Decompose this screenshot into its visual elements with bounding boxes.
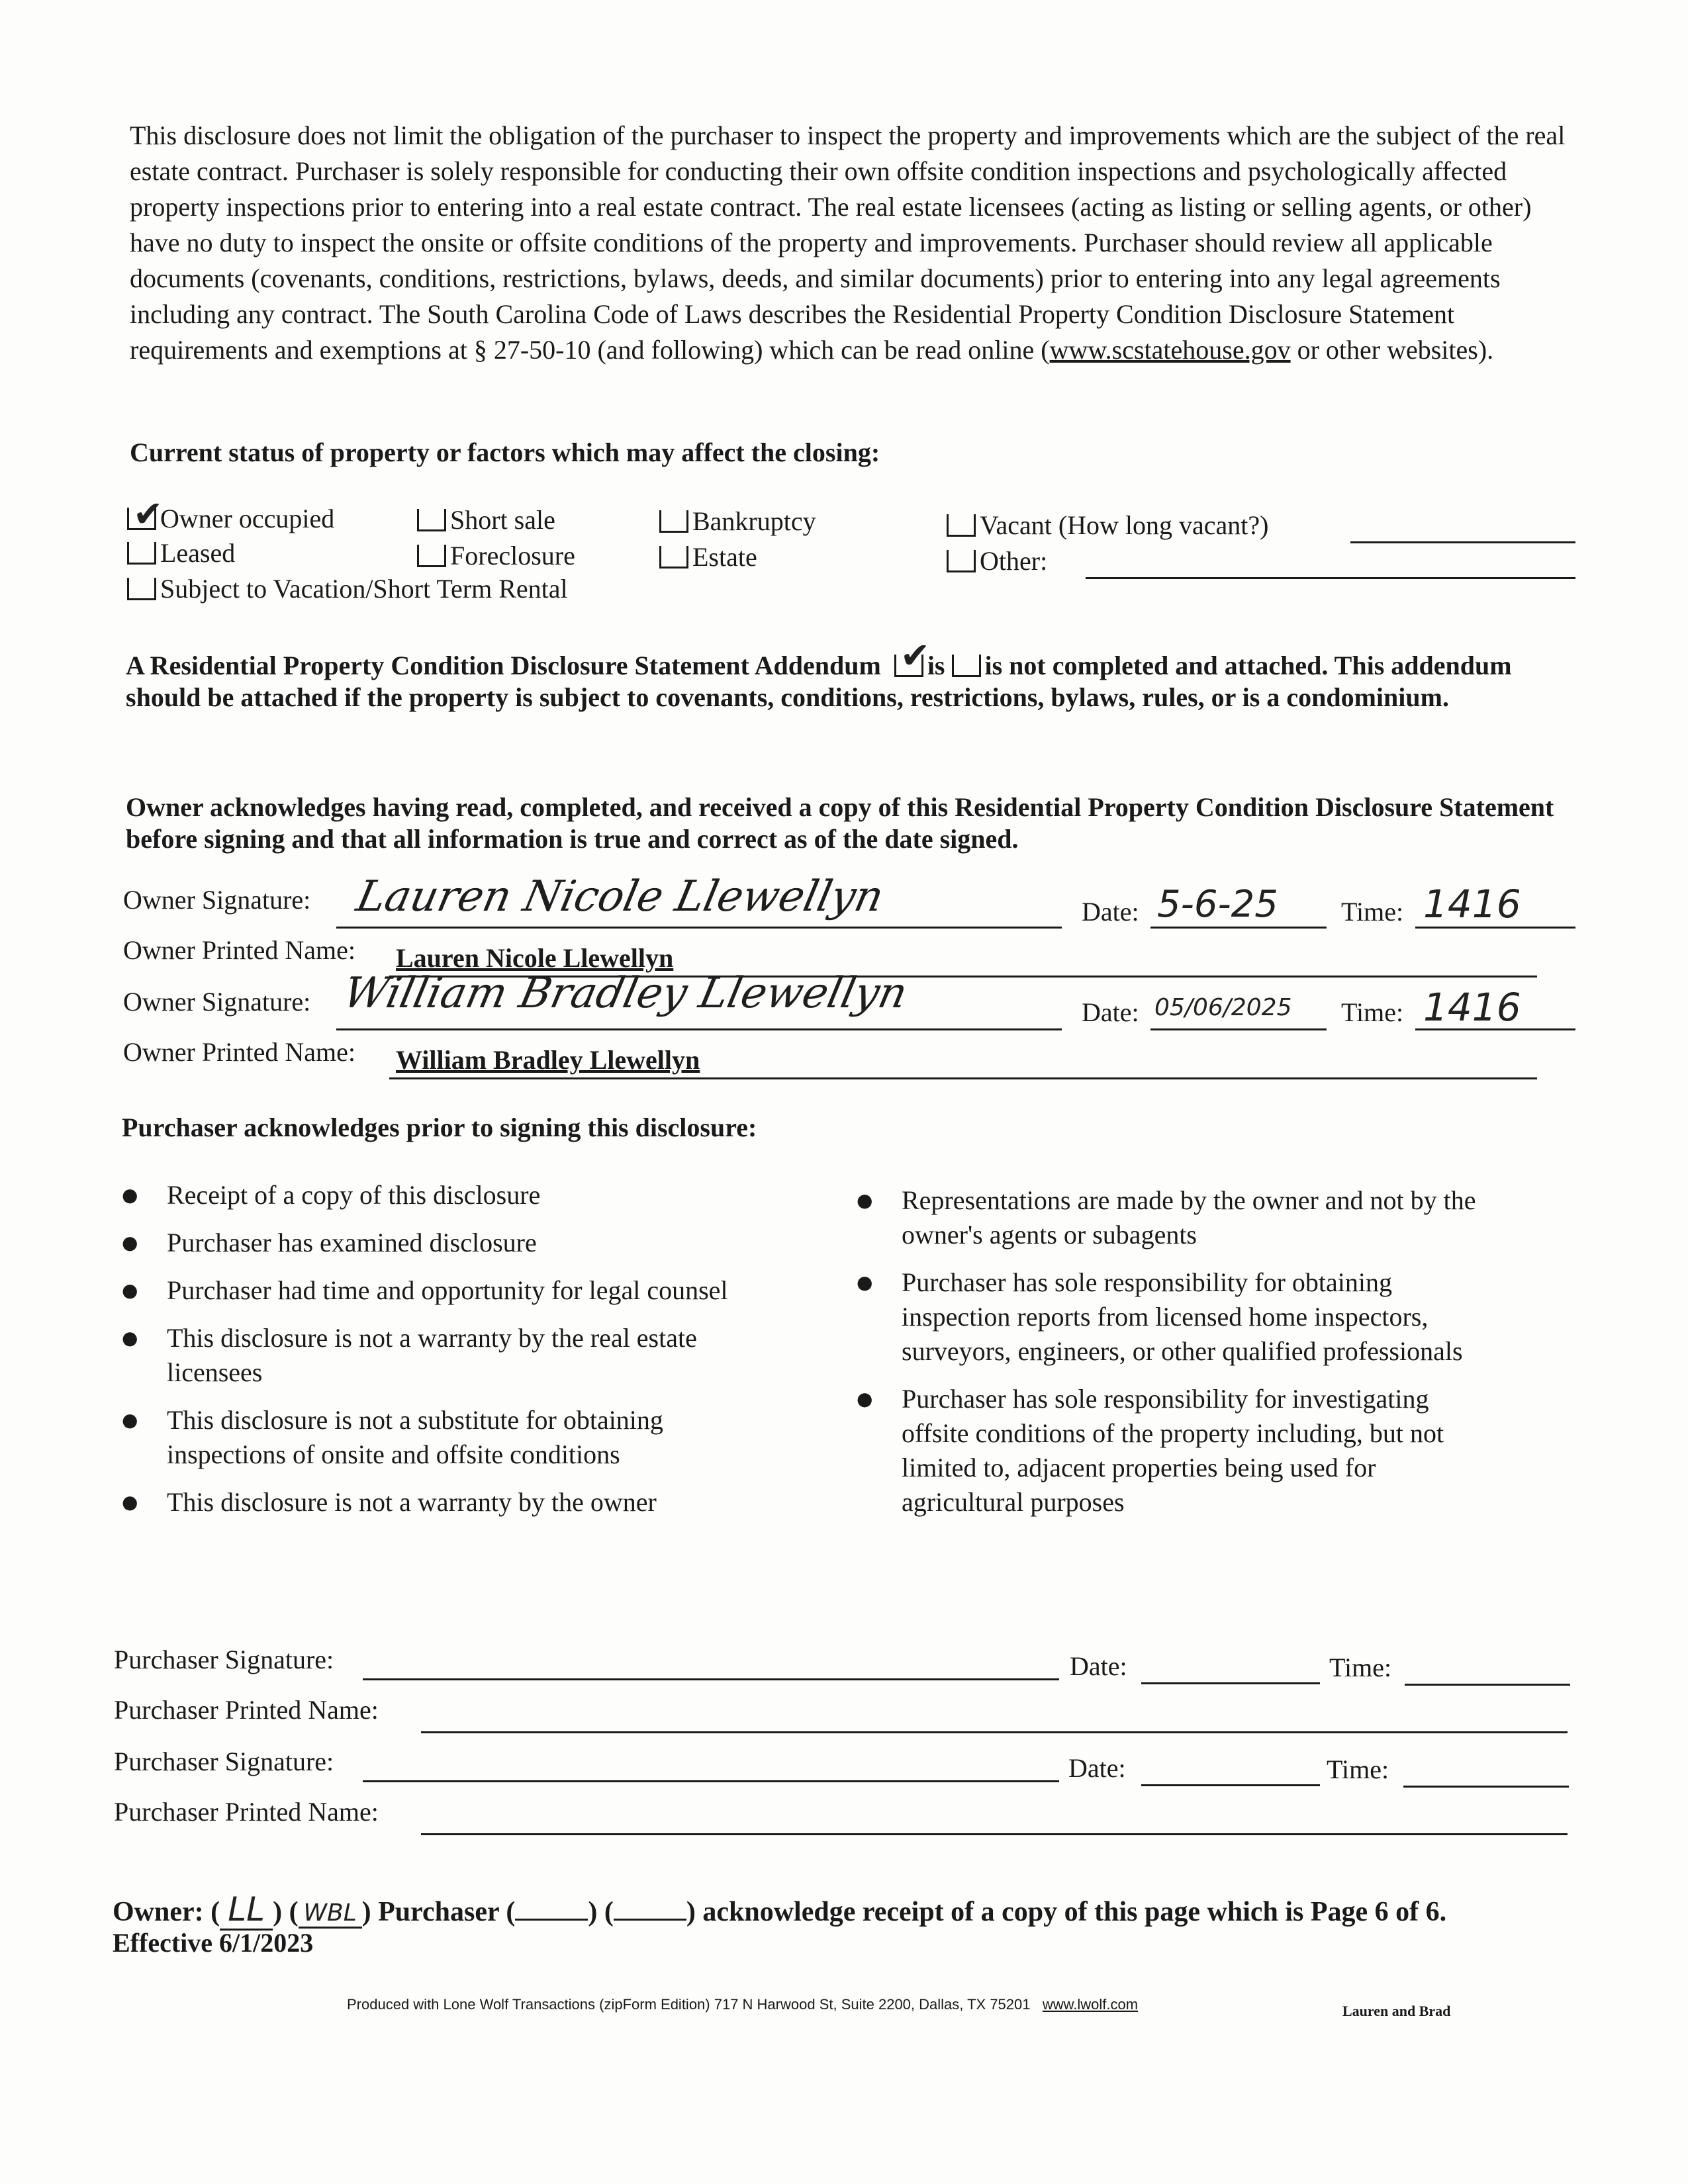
purchaser-signature-line[interactable] bbox=[363, 1678, 1059, 1680]
purchaser-signature-line[interactable] bbox=[363, 1780, 1059, 1782]
owner-initials-label: Owner: ( bbox=[113, 1897, 220, 1927]
owner-acknowledgement: Owner acknowledges having read, completed, and received a copy of this Residential Property Condition Disclosure Statement before signing and that all information is true and correct as of the date signed. bbox=[126, 792, 1554, 854]
list-item: ● Purchaser has sole responsibility for obtaining inspection reports from licensed home inspectors, surveyors, engineers, or other qualified professionals bbox=[857, 1265, 1492, 1369]
statehouse-link[interactable]: www.scstatehouse.gov bbox=[1049, 335, 1291, 365]
empty-box-icon bbox=[952, 655, 981, 677]
check-icon bbox=[894, 655, 923, 677]
owner-signature-line[interactable] bbox=[336, 927, 1062, 929]
owner-time-line[interactable] bbox=[1415, 927, 1575, 929]
checkbox-label: Owner occupied bbox=[160, 504, 335, 533]
purchaser-initials-2[interactable] bbox=[614, 1919, 686, 1921]
date-label: Date: bbox=[1068, 1753, 1126, 1783]
checkbox-label: Bankruptcy bbox=[692, 506, 816, 536]
purchaser-ack-list-left bbox=[122, 1178, 744, 1533]
owner-signature-line[interactable] bbox=[336, 1028, 1062, 1030]
checkbox-estate[interactable] bbox=[659, 541, 757, 572]
ack-text: ) acknowledge receipt of a copy of this page which is Page 6 of 6. bbox=[686, 1897, 1447, 1927]
purchaser-signature-label: Purchaser Signature: bbox=[114, 1645, 334, 1674]
purchaser-time-line[interactable] bbox=[1403, 1786, 1569, 1788]
owner-date-1: 5-6-25 bbox=[1157, 883, 1278, 926]
list-item: ● Representations are made by the owner and not by the owner's agents or subagents bbox=[857, 1183, 1492, 1252]
list-item: ● Purchaser has examined disclosure bbox=[122, 1226, 744, 1260]
date-label: Date: bbox=[1082, 997, 1139, 1027]
checkbox-owner-occupied[interactable] bbox=[127, 503, 334, 534]
checkbox-label: Estate bbox=[692, 542, 757, 572]
effective-date: Effective 6/1/2023 bbox=[113, 1928, 314, 1958]
date-label: Date: bbox=[1070, 1651, 1127, 1681]
owner-initials-1[interactable]: LL bbox=[220, 1890, 273, 1931]
list-item: ● This disclosure is not a warranty by the real estate licensees bbox=[122, 1321, 744, 1390]
intro-paragraph bbox=[130, 118, 1566, 368]
owner-signature-label: Owner Signature: bbox=[123, 987, 311, 1017]
check-icon bbox=[127, 508, 156, 530]
checkbox-vacant[interactable] bbox=[947, 510, 1268, 541]
empty-box-icon bbox=[417, 545, 446, 567]
empty-box-icon bbox=[659, 546, 688, 569]
addendum-is-label: is bbox=[927, 651, 945, 680]
purchaser-ack-heading: Purchaser acknowledges prior to signing this disclosure: bbox=[122, 1113, 757, 1142]
checkbox-label: Leased bbox=[160, 538, 236, 568]
owner-date-2: 05/06/2025 bbox=[1154, 994, 1292, 1021]
file-name: Lauren and Brad bbox=[1342, 2003, 1451, 2019]
checkbox-vacation-rental[interactable] bbox=[127, 573, 568, 604]
empty-box-icon bbox=[947, 514, 976, 537]
addendum-text: A Residential Property Condition Disclosure Statement Addendum bbox=[126, 651, 881, 680]
intro-text: This disclosure does not limit the obligation of the purchaser to inspect the property and improvements which are the subject of the real estate contract. Purchaser is solely responsible for conducting their own offsite condition inspections and psychologically affected property inspections prior to entering into a real estate contract. The real estate licensees (acting as listing or selling agents, or other) have no duty to inspect the onsite or offsite conditions of the property and improvements. Purchaser should review all applicable documents (covenants, conditions, restrictions, bylaws, deeds, and similar documents) prior to entering into any legal agreements including any contract. The South Carolina Code of Laws describes the Residential Property Condition Disclosure Statement requirements and exemptions at § 27-50-10 (and following) which can be read online ( bbox=[130, 120, 1566, 365]
produced-text: Produced with Lone Wolf Transactions (zipForm Edition) 717 N Harwood St, Suite 2200, Dallas, TX 75201 bbox=[347, 1996, 1031, 2013]
purchaser-date-line[interactable] bbox=[1141, 1682, 1320, 1684]
time-label: Time: bbox=[1329, 1653, 1392, 1682]
initials-line: Owner: ( LL ) ( WBL ) Purchaser ( ) ( ) acknowledge receipt of a copy of this page which is Page 6 of 6. bbox=[113, 1890, 1446, 1931]
lwolf-link[interactable]: www.lwolf.com bbox=[1042, 1996, 1139, 2013]
list-item: ● Purchaser has sole responsibility for investigating offsite conditions of the property including, but not limited to, adjacent properties being used for agricultural purposes bbox=[857, 1382, 1492, 1520]
addendum-text-rest: is not completed and attached. This addendum should be attached if the property is subject to covenants, conditions, restrictions, bylaws, rules, or is a condominium. bbox=[126, 651, 1512, 712]
addendum-is-not-checkbox[interactable] bbox=[952, 651, 985, 680]
owner-printed-label: Owner Printed Name: bbox=[123, 935, 356, 965]
empty-box-icon bbox=[947, 550, 976, 572]
owner-initials-2[interactable]: WBL bbox=[299, 1899, 362, 1929]
purchaser-signature-label: Purchaser Signature: bbox=[114, 1747, 334, 1776]
list-item: ● This disclosure is not a warranty by the owner bbox=[122, 1485, 744, 1520]
owner-date-line[interactable] bbox=[1150, 1028, 1327, 1030]
owner-printed-line[interactable] bbox=[389, 1077, 1537, 1079]
time-label: Time: bbox=[1341, 897, 1404, 927]
list-item: ● Receipt of a copy of this disclosure bbox=[122, 1178, 744, 1212]
checkbox-other[interactable] bbox=[947, 545, 1047, 576]
owner-printed-name-2: William Bradley Llewellyn bbox=[396, 1045, 700, 1075]
owner-signature-2: William Bradley Llewellyn bbox=[339, 969, 912, 1018]
purchaser-printed-label: Purchaser Printed Name: bbox=[114, 1695, 379, 1725]
purchaser-printed-line[interactable] bbox=[421, 1731, 1568, 1733]
vacant-duration-field[interactable] bbox=[1350, 541, 1575, 543]
empty-box-icon bbox=[127, 578, 156, 600]
checkbox-label: Other: bbox=[980, 546, 1048, 576]
empty-box-icon bbox=[659, 510, 688, 533]
time-label: Time: bbox=[1327, 1754, 1389, 1784]
owner-time-1: 1416 bbox=[1423, 882, 1521, 927]
empty-box-icon bbox=[127, 542, 156, 565]
checkbox-label: Subject to Vacation/Short Term Rental bbox=[160, 574, 568, 604]
addendum-statement bbox=[126, 650, 1582, 713]
other-field[interactable] bbox=[1086, 577, 1575, 579]
date-label: Date: bbox=[1082, 897, 1139, 927]
owner-signature-1: Lauren Nicole Llewellyn bbox=[352, 872, 888, 921]
checkbox-label: Short sale bbox=[450, 505, 555, 535]
purchaser-printed-label: Purchaser Printed Name: bbox=[114, 1797, 379, 1827]
purchaser-date-line[interactable] bbox=[1141, 1784, 1320, 1786]
checkbox-bankruptcy[interactable] bbox=[659, 506, 816, 537]
list-item: ● Purchaser had time and opportunity for legal counsel bbox=[122, 1273, 744, 1308]
checkbox-foreclosure[interactable] bbox=[417, 540, 575, 571]
addendum-is-checkbox[interactable] bbox=[894, 651, 927, 680]
checkbox-leased[interactable] bbox=[127, 537, 235, 569]
empty-box-icon bbox=[417, 509, 446, 531]
owner-printed-label: Owner Printed Name: bbox=[123, 1037, 356, 1067]
owner-date-line[interactable] bbox=[1150, 927, 1327, 929]
list-item: ● This disclosure is not a substitute for obtaining inspections of onsite and offsite conditions bbox=[122, 1403, 744, 1472]
purchaser-time-line[interactable] bbox=[1405, 1684, 1570, 1686]
checkbox-short-sale[interactable] bbox=[417, 504, 555, 535]
intro-text-end: or other websites). bbox=[1290, 335, 1494, 365]
checkbox-label: Vacant (How long vacant?) bbox=[980, 510, 1269, 540]
checkbox-label: Foreclosure bbox=[450, 541, 575, 570]
produced-with-text bbox=[347, 1996, 1138, 2013]
purchaser-initials-1[interactable] bbox=[515, 1919, 588, 1921]
purchaser-initials-label: Purchaser ( bbox=[378, 1897, 516, 1927]
purchaser-ack-list-right bbox=[857, 1183, 1492, 1533]
purchaser-printed-line[interactable] bbox=[421, 1833, 1568, 1835]
owner-signature-label: Owner Signature: bbox=[123, 885, 311, 915]
owner-printed-name-1: Lauren Nicole Llewellyn bbox=[396, 943, 674, 973]
owner-time-2: 1416 bbox=[1423, 985, 1521, 1030]
status-heading: Current status of property or factors which may affect the closing: bbox=[130, 437, 880, 467]
time-label: Time: bbox=[1341, 997, 1404, 1027]
